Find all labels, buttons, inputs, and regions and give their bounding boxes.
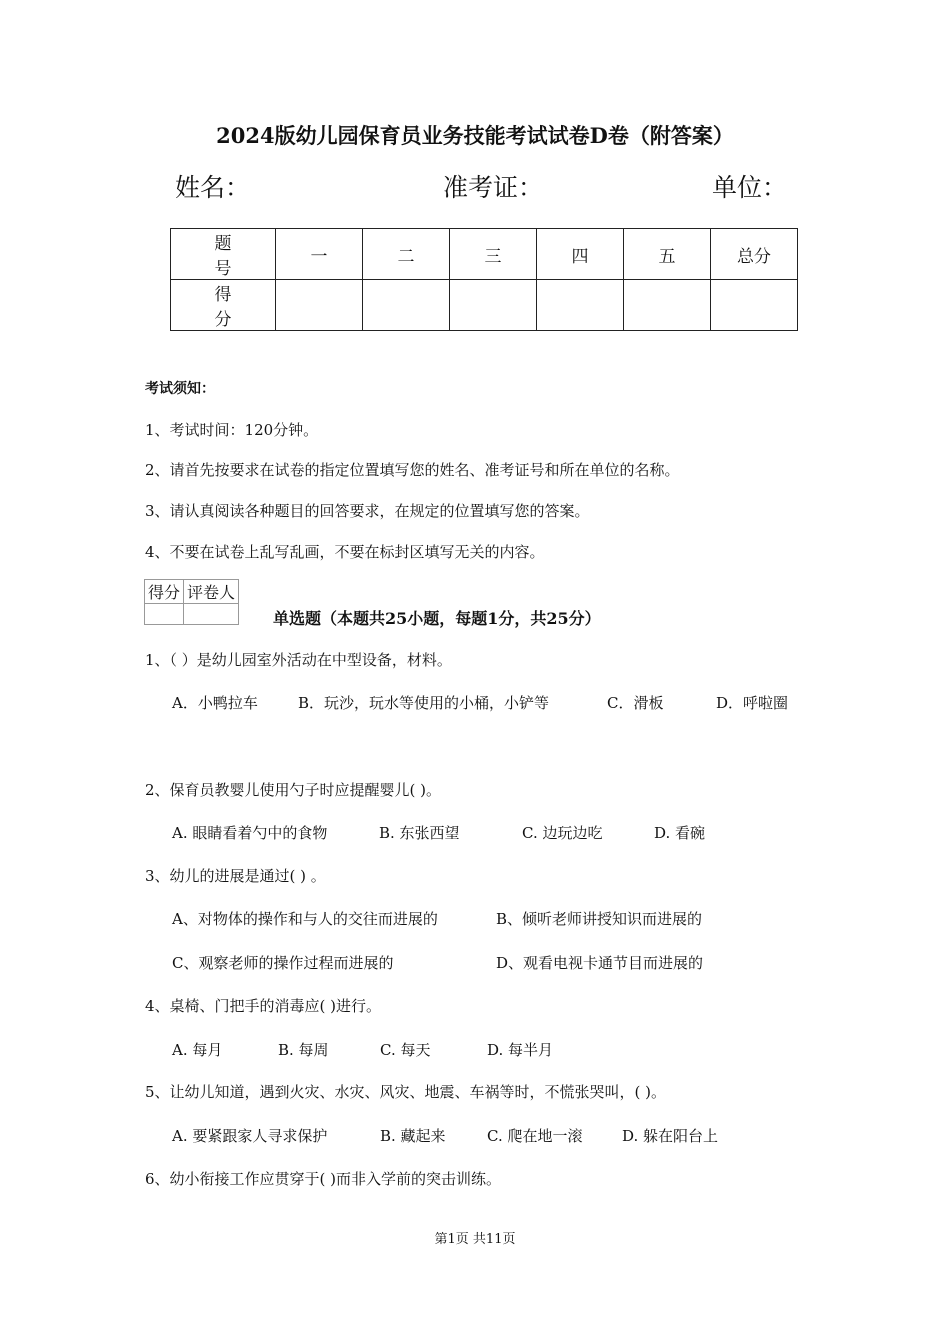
notice-item: 2、请首先按要求在试卷的指定位置填写您的姓名、准考证号和所在单位的名称。 — [145, 461, 680, 479]
column-header-total: 总分 — [711, 229, 798, 280]
question-stem: 5、让幼儿知道，遇到火灾、水灾、风灾、地震、车祸等时，不慌张哭叫，( )。 — [145, 1083, 667, 1101]
option-b[interactable]: B. 每周 — [278, 1041, 329, 1059]
score-cell[interactable] — [624, 280, 711, 331]
notice-item: 4、不要在试卷上乱写乱画，不要在标封区填写无关的内容。 — [145, 543, 545, 561]
grader-box — [144, 579, 239, 625]
unit-label: 单位： — [712, 173, 788, 202]
notice-item: 3、请认真阅读各种题目的回答要求，在规定的位置填写您的答案。 — [145, 502, 590, 520]
score-cell[interactable] — [276, 280, 363, 331]
option-c[interactable]: C. 每天 — [380, 1041, 431, 1059]
row-header-question-no: 题 号 — [171, 229, 276, 280]
column-header: 一 — [276, 229, 363, 280]
column-header: 三 — [450, 229, 537, 280]
option-c[interactable]: C、观察老师的操作过程而进展的 — [172, 954, 394, 972]
option-a[interactable]: A. 要紧跟家人寻求保护 — [172, 1127, 328, 1145]
option-c[interactable]: C. 边玩边吃 — [522, 824, 603, 842]
grader-name-label: 评卷人 — [184, 580, 239, 604]
option-d[interactable]: D. 看碗 — [654, 824, 706, 842]
column-header: 四 — [537, 229, 624, 280]
option-d[interactable]: D．呼啦圈 — [716, 694, 789, 712]
option-c[interactable]: C. 爬在地一滚 — [487, 1127, 583, 1145]
row-header-score: 得 分 — [171, 280, 276, 331]
score-cell-total[interactable] — [711, 280, 798, 331]
score-table-header-row — [171, 229, 798, 280]
column-header: 五 — [624, 229, 711, 280]
option-a[interactable]: A. 眼睛看着勺中的食物 — [172, 824, 328, 842]
score-cell[interactable] — [363, 280, 450, 331]
question-stem: 2、保育员教婴儿使用勺子时应提醒婴儿( )。 — [145, 781, 442, 799]
notice-item: 1、考试时间：120分钟。 — [145, 421, 319, 439]
question-stem: 4、桌椅、门把手的消毒应( )进行。 — [145, 997, 382, 1015]
grader-score-cell[interactable] — [145, 604, 184, 625]
grader-name-cell[interactable] — [184, 604, 239, 625]
score-table — [170, 228, 798, 331]
name-label: 姓名： — [175, 173, 251, 202]
question-stem: 6、幼小衔接工作应贯穿于( )而非入学前的突击训练。 — [145, 1170, 502, 1188]
score-cell[interactable] — [537, 280, 624, 331]
grader-score-label: 得分 — [145, 580, 184, 604]
notice-heading: 考试须知： — [145, 381, 215, 397]
exam-id-label: 准考证： — [443, 173, 544, 202]
column-header: 二 — [363, 229, 450, 280]
option-b[interactable]: B. 东张西望 — [379, 824, 460, 842]
option-d[interactable]: D. 躲在阳台上 — [622, 1127, 719, 1145]
score-table-score-row — [171, 280, 798, 331]
question-stem: 1、（ ）是幼儿园室外活动在中型设备，材料。 — [145, 651, 452, 669]
option-b[interactable]: B．玩沙，玩水等使用的小桶，小铲等 — [298, 694, 550, 712]
option-c[interactable]: C．滑板 — [607, 694, 664, 712]
option-d[interactable]: D. 每半月 — [487, 1041, 554, 1059]
option-a[interactable]: A. 每月 — [172, 1041, 223, 1059]
page-footer: 第1页 共11页 — [434, 1232, 516, 1247]
option-d[interactable]: D、观看电视卡通节目而进展的 — [496, 954, 704, 972]
exam-title: 2024版幼儿园保育员业务技能考试试卷D卷（附答案） — [216, 123, 734, 148]
section-title: 单选题（本题共25小题，每题1分，共25分） — [273, 609, 601, 628]
option-a[interactable]: A．小鸭拉车 — [172, 694, 258, 712]
question-stem: 3、幼儿的进展是通过( ) 。 — [145, 867, 326, 885]
option-a[interactable]: A、对物体的操作和与人的交往而进展的 — [172, 910, 438, 928]
option-b[interactable]: B. 藏起来 — [380, 1127, 446, 1145]
option-b[interactable]: B、倾听老师讲授知识而进展的 — [496, 910, 703, 928]
score-cell[interactable] — [450, 280, 537, 331]
